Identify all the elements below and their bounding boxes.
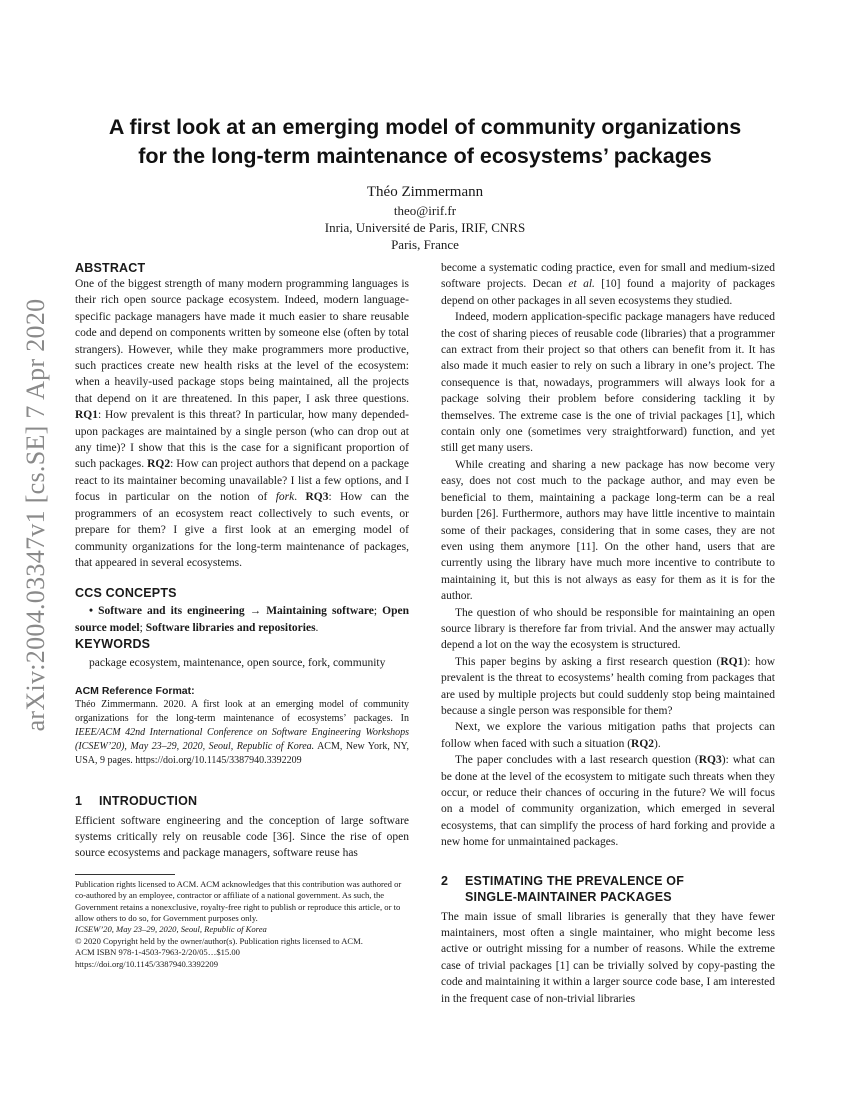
ccs-concepts: • Software and its engineering → Maintaining software; Open source model; Software libraries and repositories.: [75, 605, 409, 634]
acm-ref-heading: ACM Reference Format:: [75, 684, 195, 697]
author-name: Théo Zimmermann: [366, 184, 484, 200]
right-paragraph-6: The paper concludes with a last research question (RQ3): what can be done at the level of the ecosystem to mitigate such threats when they occur, or reduce their chances of occuring in the future? We will focus on a model of community organization, which emerged in several ecosystems, that can simplify the process of hard forking and provide a new home for unmaintained packages.: [441, 754, 775, 849]
right-column: [441, 260, 775, 1007]
footnote-copyright: © 2020 Copyright held by the owner/author(s). Publication rights licensed to ACM.: [75, 935, 363, 946]
abstract-text: One of the biggest strength of many modern programming languages is their rich open source package ecosystem. Indeed, modern language-specific package managers have made it much easier to share reusable code and depend on components written by someone else (often by total strangers). However, while they make programmers more productive, such practices create new health risks at the level of the ecosystem: when a heavily-used package stops being maintained, all the projects that depend on it are threatened. In this paper, I ask three questions. RQ1: How prevalent is this threat? In particular, how many depended-upon packages are maintained by a single person (who can drop out at any time)? I show that this is the case for a significant proportion of such packages. RQ2: How can project authors that depend on a package react to its maintainer becoming unavailable? I list a few options, and I focus in particular on the notion of fork. RQ3: How can the programmers of an ecosystem react collectively to such events, or prepare for them? I give a first look at an emerging model of community organizations for the long-term maintenance of packages, that appeared in several ecosystems.: [75, 278, 409, 569]
right-paragraph-2: While creating and sharing a new package has now become very easy, does not cost much to the package author, and may even be beneficial to them, maintaining a package long-term can be a real burden [26]. Furthermore, authors may have little incentive to maintain some of their packages, considering that in some cases, they are not even using them anymore [11]. On the other hand, users that are currently using the library have much more incentive to contribute to maintaining it, but this is not always as easy for them as it is for the author.: [441, 458, 775, 603]
right-paragraph-0: become a systematic coding practice, even for small and medium-sized software projects. Decan et al. [10] found a majority of packages depend on other packages in all seven ecosystems they studied.: [441, 262, 776, 307]
intro-paragraph: Efficient software engineering and the conception of large software systems critically rely on reusable code [36]. Since the rise of open source ecosystems and package managers, software reuse has: [75, 814, 409, 860]
keywords-heading: KEYWORDS: [75, 637, 151, 652]
title-line-2: for the long-term maintenance of ecosystems’ packages: [138, 144, 712, 168]
section-2-heading: 2 ESTIMATING THE PREVALENCE OF SINGLE-MAINTAINER PACKAGES: [441, 873, 685, 904]
author-email[interactable]: theo@irif.fr: [393, 203, 457, 218]
abstract-heading: ABSTRACT: [75, 261, 146, 275]
author-affiliation: Inria, Université de Paris, IRIF, CNRS: [324, 220, 526, 235]
acm-ref-text: Théo Zimmermann. 2020. A first look at an emerging model of community organizations for the long-term maintenance of ecosystems’ packages. In IEEE/ACM 42nd International Conference on Software Engineering Workshops (ICSEW’20), May 23–29, 2020, Seoul, Republic of Korea. ACM, New York, NY, USA, 9 pages. https://doi.org/10.1145/3387940.3392209: [75, 698, 409, 767]
ccs-heading: CCS CONCEPTS: [75, 586, 177, 601]
title-line-1: A first look at an emerging model of community organizations: [108, 115, 742, 139]
right-paragraph-3: The question of who should be responsible for maintaining an open source library is therefore far from trivial. And the answer may actually depend a lot on the way the ecosystem is structured.: [441, 606, 775, 652]
footnote-doi[interactable]: https://doi.org/10.1145/3387940.3392209: [75, 958, 218, 969]
right-paragraph-4: This paper begins by asking a first research question (RQ1): how prevalent is the threat to ecosystems’ health coming from packages that are used by multiple projects but could suddenly stop being maintained because a single person was responsible for them?: [441, 655, 775, 717]
intro-heading: 1 INTRODUCTION: [75, 793, 198, 808]
arxiv-stamp: [8, 282, 64, 747]
section-2-paragraph: The main issue of small libraries is generally that they have fewer maintainers, most often a single maintainer, who might become less active or outright missing for a number of reasons. While the extreme case of trivial packages [1] can be trivially solved by copy-pasting the code and maintaining it within a larger source code base, I am interested in the frequent case of non-trivial libraries: [441, 910, 775, 1005]
paper-title: [40, 113, 810, 171]
footnote-rights: Publication rights licensed to ACM. ACM acknowledges that this contribution was authored or co-authored by an employee, contractor or affiliate of a national government. As such, the Government retains a nonexclusive, royalty-free right to publish or reproduce this article, or to allow others to do so, for Government purposes only.: [75, 878, 402, 923]
footnote-isbn: ACM ISBN 978-1-4503-7963-2/20/05…$15.00: [75, 947, 240, 958]
author-block: [0, 183, 850, 253]
left-column: [75, 260, 409, 970]
footnote: [75, 874, 409, 970]
footnote-venue: ICSEW’20, May 23–29, 2020, Seoul, Republic of Korea: [75, 924, 267, 935]
keywords-text: package ecosystem, maintenance, open source, fork, community: [89, 657, 386, 670]
footnote-rule: [75, 874, 175, 875]
right-paragraph-5: Next, we explore the various mitigation paths that projects can follow when faced with such a situation (RQ2).: [441, 721, 775, 750]
author-location: Paris, France: [391, 237, 459, 252]
arxiv-id: arXiv:2004.03347v1 [cs.SE] 7 Apr 2020: [21, 298, 50, 731]
right-paragraph-1: Indeed, modern application-specific package managers have reduced the cost of sharing pieces of reusable code (libraries) that a programmer can extract from their project so that others can benefit from it. It has also made it much easier to rely on such a library in one’s project. The consequence is that, nowadays, programmers will always look for a package solving their problem before considering tackling it by themselves. The extreme case is the one of trivial packages [1], which contain only one (sometimes very straightforward) function, and yet still get many users.: [441, 311, 775, 455]
